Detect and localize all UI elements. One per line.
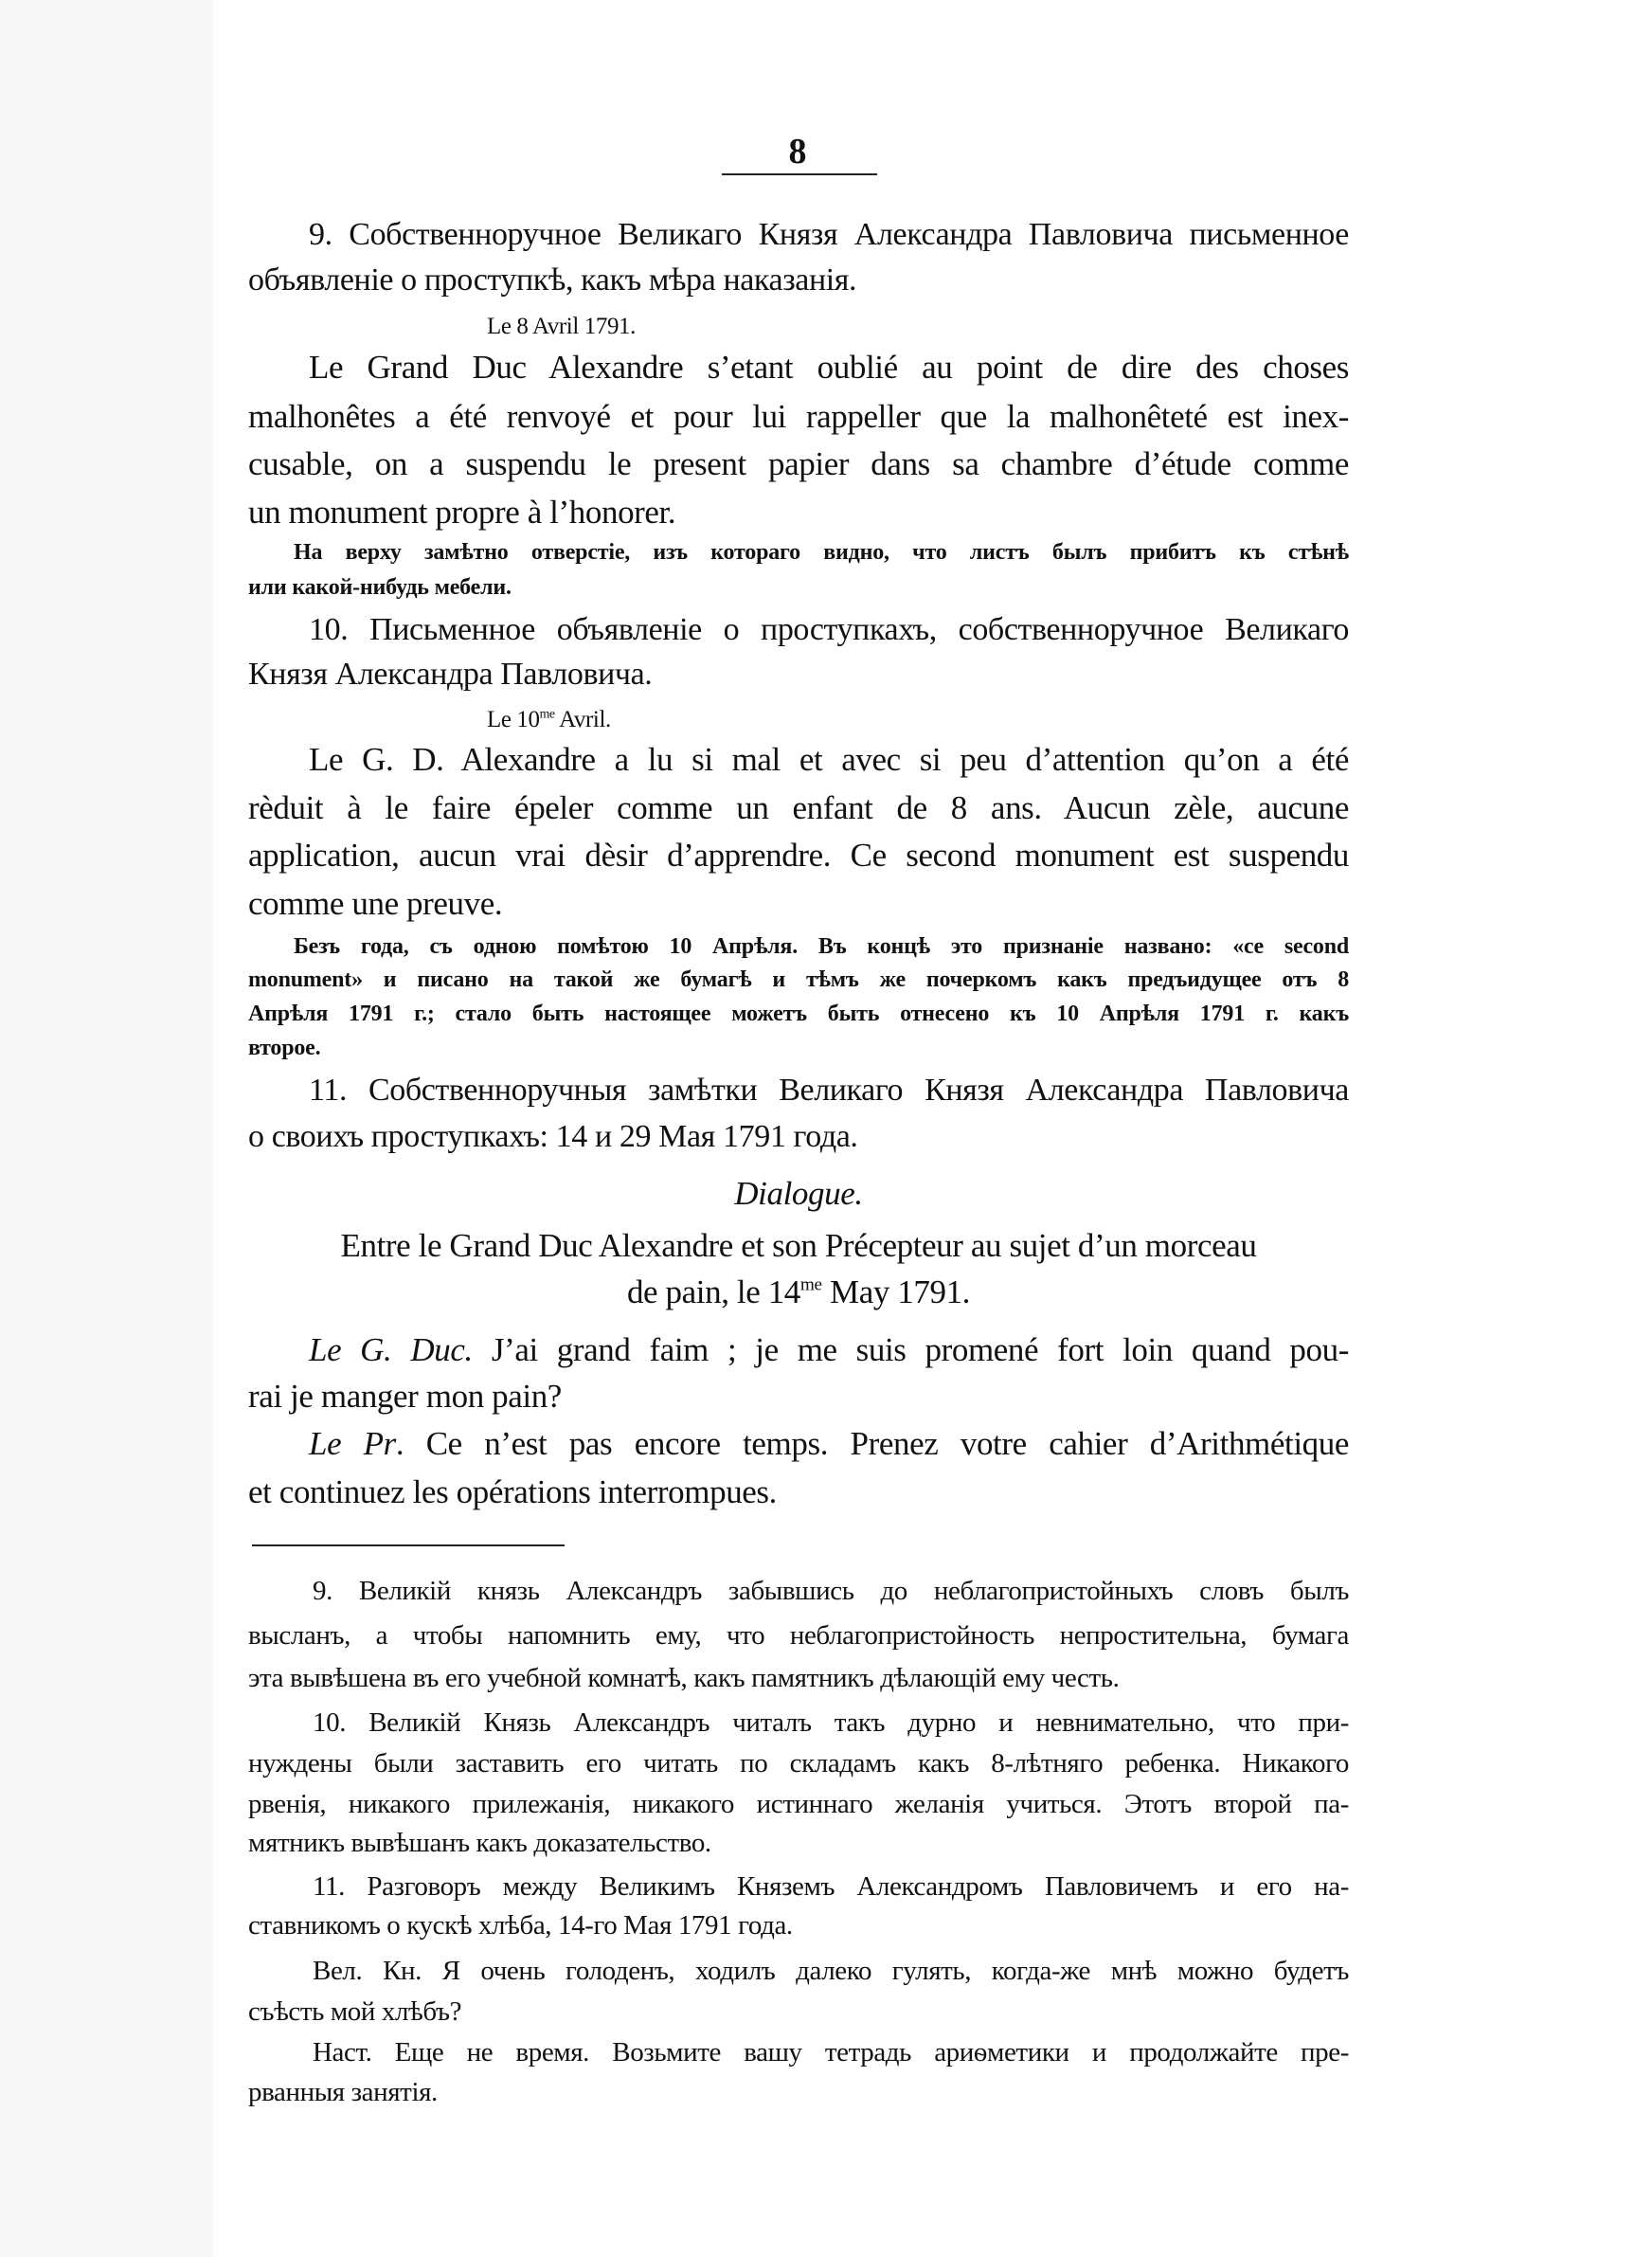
heading-line: объявленіе о проступкѣ, какъ мѣра наказанія. bbox=[248, 262, 857, 298]
foot-line: ставникомъ о кускѣ хлѣба, 14-го Мая 1791 года. bbox=[248, 1910, 793, 1941]
note-line: второе. bbox=[248, 1036, 321, 1061]
foot-line: 9. Великій князь Александръ забывшись до неблагопристойныхъ словъ былъ bbox=[313, 1576, 1349, 1607]
center-line: Entre le Grand Duc Alexandre et son Précepteur au sujet d’un morceau bbox=[340, 1227, 1257, 1265]
body-line: malhonêtes a été renvoyé et pour lui rappeller que la malhonêteté est inex- bbox=[248, 398, 1349, 436]
page-number: 8 bbox=[788, 132, 807, 172]
center-line bbox=[248, 1275, 1349, 1309]
speaker-label: Le Pr bbox=[309, 1425, 396, 1463]
note-line: Апрѣля 1791 г.; стало быть настоящее можетъ быть отнесено къ 10 Апрѣля 1791 г. какъ bbox=[248, 1002, 1349, 1027]
heading-line: Князя Александра Павловича. bbox=[248, 656, 653, 692]
date-line bbox=[487, 705, 1349, 732]
date-line: Le 8 Avril 1791. bbox=[487, 313, 637, 339]
body-line: comme une preuve. bbox=[248, 885, 503, 923]
foot-line: нуждены были заставить его читать по складамъ какъ 8-лѣтняго ребенка. Никакого bbox=[248, 1748, 1349, 1779]
body-line: et continuez les opérations interrompues. bbox=[248, 1473, 778, 1511]
footnote-rule bbox=[252, 1544, 565, 1546]
text-segment: me bbox=[799, 1274, 822, 1295]
foot-line: 11. Разговоръ между Великимъ Княземъ Александромъ Павловичемъ и его на- bbox=[313, 1871, 1349, 1903]
body-line: application, aucun vrai dèsir d’apprendre. Ce second monument est suspendu bbox=[248, 837, 1349, 875]
foot-line: эта вывѣшена въ его учебной комнатѣ, какъ памятникъ дѣлающій ему честь. bbox=[248, 1663, 1120, 1694]
text-segment: . Ce n’est pas encore temps. Prenez votre cahier d’Arithmétique bbox=[395, 1425, 1349, 1463]
note-line: Безъ года, съ одною помѣтою 10 Апрѣля. Въ концѣ это признаніе названо: «ce second bbox=[294, 934, 1349, 960]
scan-margin bbox=[0, 0, 213, 2257]
text-segment: Le 10 bbox=[487, 706, 540, 732]
body-line bbox=[309, 1331, 1349, 1369]
foot-line: Наст. Еще не время. Возьмите вашу тетрадь ариѳметики и продолжайте пре- bbox=[313, 2037, 1349, 2068]
foot-line: мятникъ вывѣшанъ какъ доказательство. bbox=[248, 1828, 711, 1859]
text-segment: J’ai grand faim ; je me suis promené fort loin quand pou- bbox=[472, 1331, 1349, 1369]
header-rule bbox=[722, 173, 877, 175]
text-segment: me bbox=[539, 705, 555, 720]
foot-line: высланъ, а чтобы напомнить ему, что неблагопристойность непростительна, бумага bbox=[248, 1620, 1349, 1652]
speaker-label: Le G. Duc. bbox=[309, 1331, 473, 1369]
body-line: rai je manger mon pain? bbox=[248, 1378, 562, 1416]
note-line: monument» и писано на такой же бумагѣ и тѣмъ же почеркомъ какъ предъидущее отъ 8 bbox=[248, 967, 1349, 993]
text-segment: de pain, le 14 bbox=[626, 1273, 800, 1311]
heading-line: о своихъ проступкахъ: 14 и 29 Мая 1791 года. bbox=[248, 1118, 858, 1154]
heading-line: 9. Собственноручное Великаго Князя Александра Павловича письменное bbox=[309, 216, 1349, 252]
heading-line: 10. Письменное объявленіе о проступкахъ, собственноручное Великаго bbox=[309, 611, 1349, 647]
text-segment: May 1791. bbox=[821, 1273, 971, 1311]
center-line bbox=[248, 1175, 1349, 1213]
foot-line: рванныя занятія. bbox=[248, 2077, 438, 2108]
body-line: cusable, on a suspendu le present papier dans sa chambre d’étude comme bbox=[248, 445, 1349, 483]
body-line: Le G. D. Alexandre a lu si mal et avec si peu d’attention qu’on a été bbox=[309, 741, 1349, 779]
body-line: un monument propre à l’honorer. bbox=[248, 494, 676, 532]
body-line bbox=[309, 1425, 1349, 1463]
foot-line: Вел. Кн. Я очень голоденъ, ходилъ далеко гулять, когда-же мнѣ можно будетъ bbox=[313, 1956, 1349, 1987]
note-line: или какой-нибудь мебели. bbox=[248, 575, 512, 601]
foot-line: рвенія, никакого прилежанія, никакого истиннаго желанія учиться. Этотъ второй па- bbox=[248, 1789, 1349, 1820]
foot-line: 10. Великій Князь Александръ читалъ такъ дурно и невнимательно, что при- bbox=[313, 1707, 1349, 1739]
speaker-label: Dialogue. bbox=[734, 1175, 863, 1213]
text-segment: Avril. bbox=[554, 706, 611, 732]
foot-line: съѣсть мой хлѣбъ? bbox=[248, 1996, 462, 2028]
heading-line: 11. Собственноручныя замѣтки Великаго Князя Александра Павловича bbox=[309, 1072, 1349, 1108]
note-line: На верху замѣтно отверстіе, изъ котораго видно, что листъ былъ прибитъ къ стѣнѣ bbox=[294, 540, 1349, 566]
body-line: Le Grand Duc Alexandre s’etant oublié au point de dire des choses bbox=[309, 349, 1349, 387]
body-line: rèduit à le faire épeler comme un enfant de 8 ans. Aucun zèle, aucune bbox=[248, 789, 1349, 827]
